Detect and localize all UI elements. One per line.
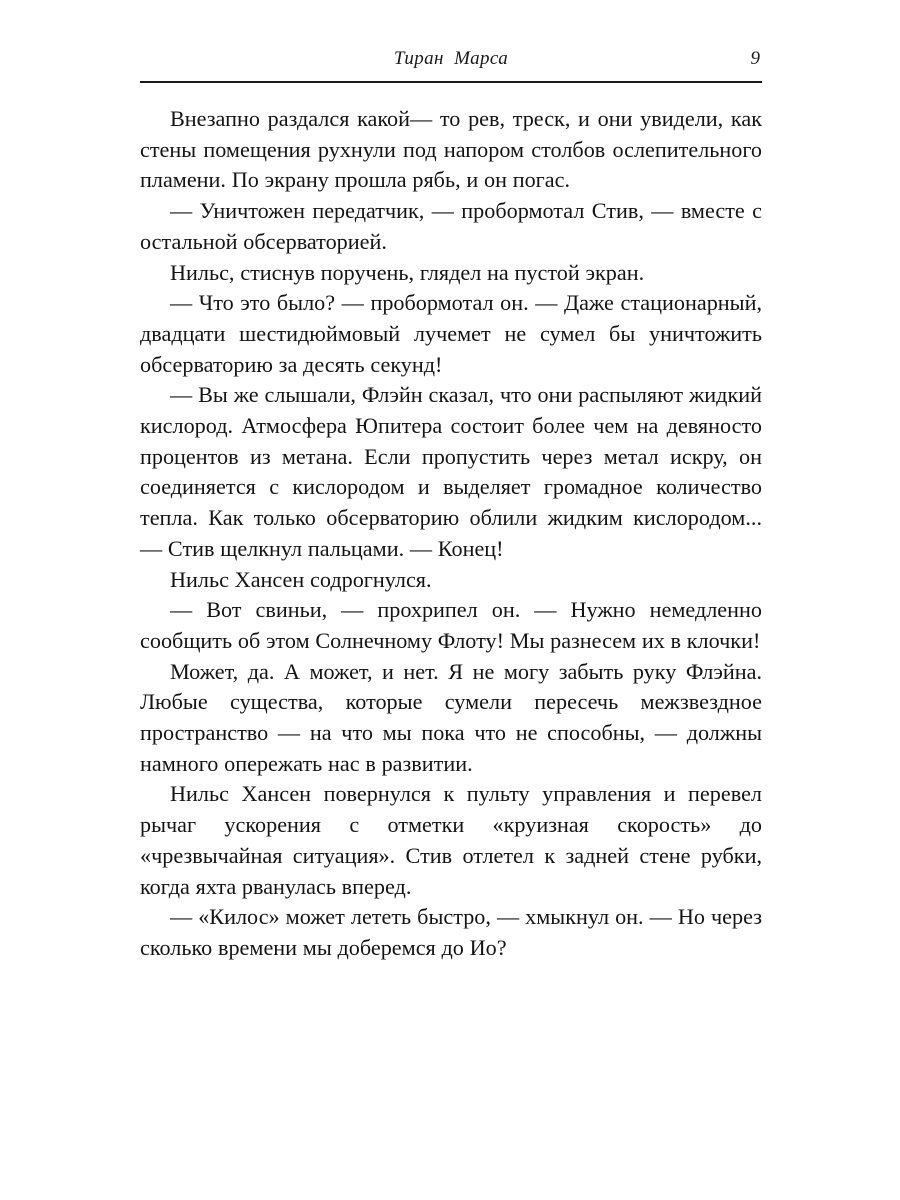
running-head-title: Тиран Марса [393,48,509,69]
paragraph: — Вы же слышали, Флэйн сказал, что они распыляют жидкий кислород. Атмосфера Юпитера состоит более чем на девяносто процентов из метана. Если пропустить через метал искру, он соединяется с кислородом и выделяет громадное количество тепла. Как только обсерваторию облили жидким кислородом... — Стив щелкнул пальцами. — Конец! [140,382,762,561]
header-rule [140,81,762,83]
paragraph: — Что это было? — пробормотал он. — Даже стационарный, двадцати шестидюймовый лучемет не сумел бы уничтожить обсерваторию за десять секунд! [140,290,762,377]
page-number: 9 [750,48,760,69]
paragraph: Нильс Хансен содрогнулся. [170,566,432,592]
paragraph: — Уничтожен передатчик, — пробормотал Стив, — вместе с остальной обсерваторией. [140,198,762,254]
paragraph: — «Килос» может лететь быстро, — хмыкнул он. — Но через сколько времени мы доберемся до Ио? [140,904,762,960]
paragraph: Нильс Хансен повернулся к пульту управления и перевел рычаг ускорения с отметки «круизная скорость» до «чрезвычайная ситуация». Стив отлетел к задней стене рубки, когда яхта рванулась вперед. [140,781,762,899]
paragraph: — Вот свиньи, — прохрипел он. — Нужно немедленно сообщить об этом Солнечному Флоту! Мы разнесем их в клочки! [140,597,762,653]
body-text-block [140,104,762,964]
paragraph: Нильс, стиснув поручень, глядел на пустой экран. [170,259,645,285]
paragraph: Внезапно раздался какой— то рев, треск, и они увидели, как стены помещения рухнули под напором столбов ослепительного пламени. По экрану прошла рябь, и он погас. [140,106,762,193]
running-head [140,48,762,74]
paragraph: Может, да. А может, и нет. Я не могу забыть руку Флэйна. Любые существа, которые сумели пересечь межзвездное пространство — на что мы пока что не способны, — должны намного опережать нас в развитии. [140,658,762,776]
